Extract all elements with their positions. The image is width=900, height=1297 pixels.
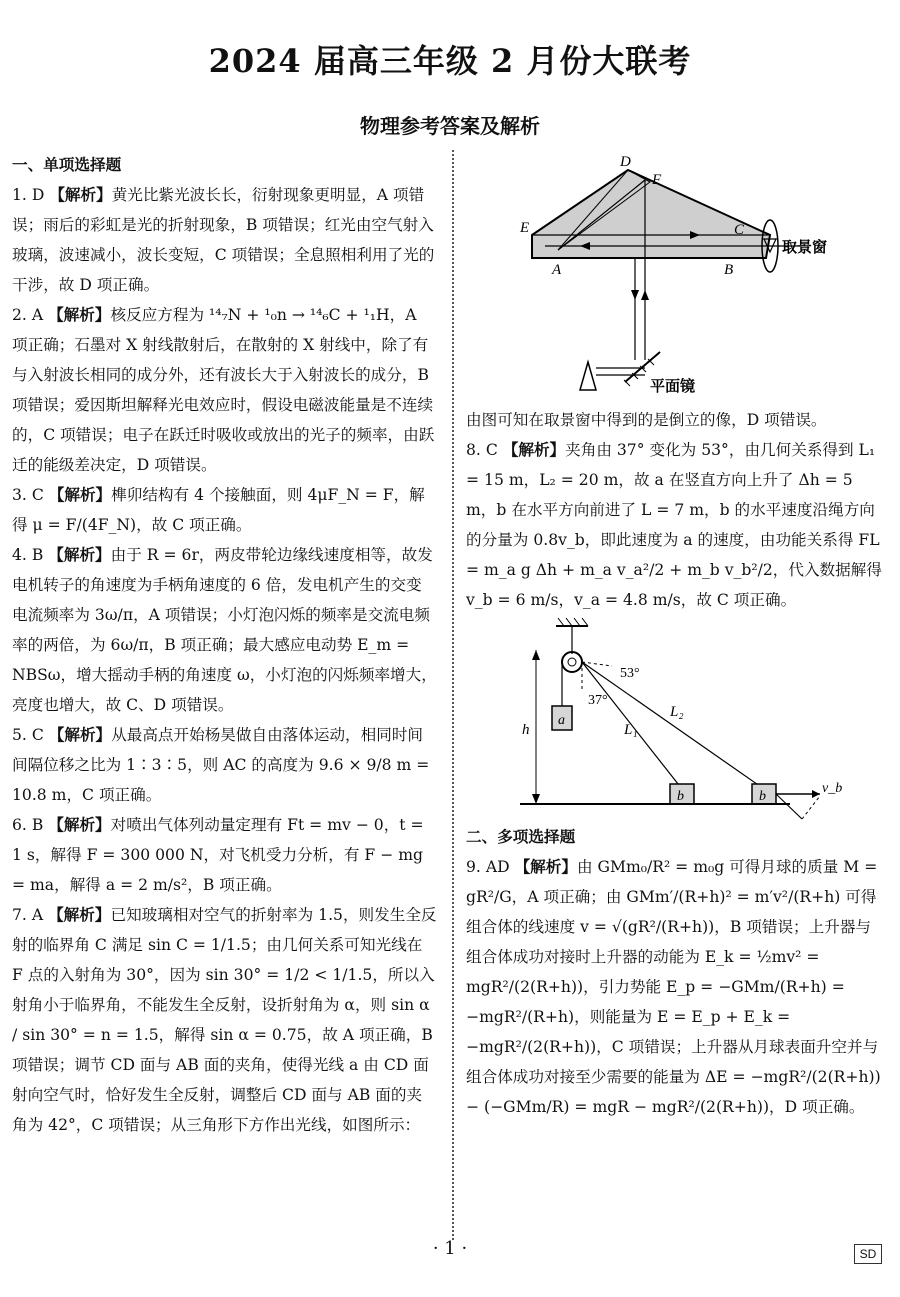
label-b1: b bbox=[677, 789, 684, 804]
prism-diagram bbox=[520, 150, 860, 395]
answer-number: 1. D bbox=[12, 186, 45, 204]
analysis-tag: 【解析】 bbox=[49, 185, 112, 204]
section-heading-multi-choice: 二、多项选择题 bbox=[466, 827, 576, 846]
answer-number: 3. C bbox=[12, 486, 44, 504]
answer-text: 由于 R = 6r，两皮带轮边缘线速度相等，故发电机转子的角速度为手柄角速度的 6 倍，发电机产生的交变电流频率为 3ω/π，A 项错误；小灯泡闪烁的频率是交流电频率的两倍，为 6ω/π，B 项正确；最大感应电动势 E_m = NBSω，增大摇动手柄的角速度 ω，小灯泡的闪烁频率增大，亮度也增大，故 C、D 项错误。 bbox=[12, 546, 437, 714]
label-mirror: 平面镜 bbox=[650, 379, 696, 395]
label-vb: v_b bbox=[822, 781, 843, 796]
analysis-tag: 【解析】 bbox=[48, 305, 111, 324]
answer-text: 黄光比紫光波长长，衍射现象更明显，A 项错误；雨后的彩虹是光的折射现象，B 项错误；红光由空气射入玻璃，波速减小，波长变短，C 项错误；全息照相利用了光的干涉，故 D 项正确。 bbox=[12, 186, 435, 294]
label-b2: b bbox=[759, 789, 766, 804]
figure-conclusion: 由图可知在取景窗中得到的是倒立的像，D 项错误。 bbox=[466, 411, 827, 429]
answer-number: 2. A bbox=[12, 306, 44, 324]
page-number: · 1 · bbox=[432, 1238, 468, 1259]
answer-item-4 bbox=[12, 540, 437, 720]
left-column bbox=[12, 150, 437, 1140]
answer-number: 4. B bbox=[12, 546, 44, 564]
pulley-diagram bbox=[520, 614, 843, 824]
label-L2: L₂ bbox=[670, 704, 684, 720]
edition-code-badge: SD bbox=[854, 1244, 882, 1264]
analysis-tag: 【解析】 bbox=[48, 545, 111, 564]
label-A: A bbox=[552, 262, 562, 278]
answer-text: 已知玻璃相对空气的折射率为 1.5，则发生全反射的临界角 C 满足 sin C = 1/1.5；由几何关系可知光线在 F 点的入射角为 30°，因为 sin 30° = 1/2 < 1/1.5，所以入射角小于临界角，不能发生全反射，设折射角为 α，则 sin α / sin 30° = n = 1.5，解得 sin α = 0.75，故 A 项正确，B 项错误；调节 CD 面与 AB 面的夹角，使得光线 a 由 CD 面射向空气时，恰好发生全反射，调整后 CD 面与 AB 面的夹角为 42°，C 项错误；从三角形下方作出光线，如图所示： bbox=[12, 906, 437, 1134]
answer-item-1 bbox=[12, 180, 437, 300]
answer-number: 8. C bbox=[466, 441, 498, 459]
column-divider bbox=[452, 150, 454, 1240]
label-L1: L₁ bbox=[624, 722, 638, 738]
analysis-tag: 【解析】 bbox=[48, 485, 112, 504]
analysis-tag: 【解析】 bbox=[48, 815, 111, 834]
answer-item-6 bbox=[12, 810, 437, 900]
label-h: h bbox=[522, 722, 530, 738]
angle-37: 37° bbox=[588, 693, 608, 708]
answer-text: 核反应方程为 ¹⁴₇N + ¹₀n → ¹⁴₆C + ¹₁H，A 项正确；石墨对 X 射线散射后，在散射的 X 射线中，除了有与入射波长相同的成分外，还有波长大于入射波长的成分，B 项错误；爱因斯坦解释光电效应时，假设电磁波能量是不连续的，C 项错误；电子在跃迁时吸收或放出的光子的频率，由跃迁的能级差决定，D 项错误。 bbox=[12, 306, 435, 474]
page-subtitle: 物理参考答案及解析 bbox=[360, 114, 540, 138]
right-column-lower bbox=[466, 822, 886, 1122]
label-F: F bbox=[652, 172, 662, 188]
analysis-tag: 【解析】 bbox=[48, 725, 112, 744]
answer-number: 5. C bbox=[12, 726, 44, 744]
answer-number: 7. A bbox=[12, 906, 44, 924]
answer-item-7 bbox=[12, 900, 437, 1140]
answer-item-9 bbox=[466, 852, 886, 1122]
answer-item-5 bbox=[12, 720, 437, 810]
answer-item-2 bbox=[12, 300, 437, 480]
answer-text: 从最高点开始杨昊做自由落体运动，相同时间间隔位移之比为 1∶3∶5，则 AC 的高度为 9.6 × 9/8 m = 10.8 m，C 项正确。 bbox=[12, 726, 430, 804]
answer-number: 9. AD bbox=[466, 858, 510, 876]
label-a: a bbox=[558, 713, 565, 728]
analysis-tag: 【解析】 bbox=[514, 857, 577, 876]
analysis-tag: 【解析】 bbox=[502, 440, 566, 459]
right-column bbox=[466, 405, 886, 615]
answer-number: 6. B bbox=[12, 816, 44, 834]
answer-text: 榫卯结构有 4 个接触面，则 4μF_N = F，解得 μ = F/(4F_N)，故 C 项正确。 bbox=[12, 486, 425, 534]
label-B: B bbox=[724, 262, 734, 278]
label-viewfinder: 取景窗 bbox=[782, 240, 828, 256]
analysis-tag: 【解析】 bbox=[48, 905, 111, 924]
label-E: E bbox=[520, 220, 530, 236]
answer-text: 由 GMm₀/R² = m₀g 可得月球的质量 M = gR²/G，A 项正确；由 GMm′/(R+h)² = m′v²/(R+h) 可得组合体的线速度 v = √(gR²/(R+h))，B 项错误；上升器与组合体成功对接时上升器的动能为 E_k = ½mv² = mgR²/(2(R+h))，引力势能 E_p = −GMm/(R+h) = −mgR²/(R+h)，则能量为 E = E_p + E_k = −mgR²/(2(R+h))，C 项错误；上升器从月球表面升空并与组合体成功对接至少需要的能量为 ΔE = −mgR²/(2(R+h)) − (−GMm/R) = mgR − mgR²/(2(R+h))，D 项正确。 bbox=[466, 858, 881, 1116]
label-C: C bbox=[734, 222, 745, 238]
angle-53: 53° bbox=[620, 666, 640, 681]
page-title: 2024 届高三年级 2 月份大联考 bbox=[208, 42, 692, 80]
answer-text: 对喷出气体列动量定理有 Ft = mv − 0，t = 1 s，解得 F = 300 000 N，对飞机受力分析，有 F − mg = ma，解得 a = 2 m/s²，B 项正确。 bbox=[12, 816, 424, 894]
answer-item-3 bbox=[12, 480, 437, 540]
answer-item-8 bbox=[466, 435, 886, 615]
section-heading-single-choice: 一、单项选择题 bbox=[12, 155, 122, 174]
answer-text: 夹角由 37° 变化为 53°，由几何关系得到 L₁ = 15 m，L₂ = 20 m，故 a 在竖直方向上升了 Δh = 5 m，b 在水平方向前进了 L = 7 m，b 的水平速度沿绳方向的分量为 0.8v_b，即此速度为 a 的速度，由功能关系得 FL = m_a g Δh + m_a v_a²/2 + m_b v_b²/2，代入数据解得 v_b = 6 m/s，v_a = 4.8 m/s，故 C 项正确。 bbox=[466, 441, 882, 609]
label-D: D bbox=[620, 154, 631, 170]
